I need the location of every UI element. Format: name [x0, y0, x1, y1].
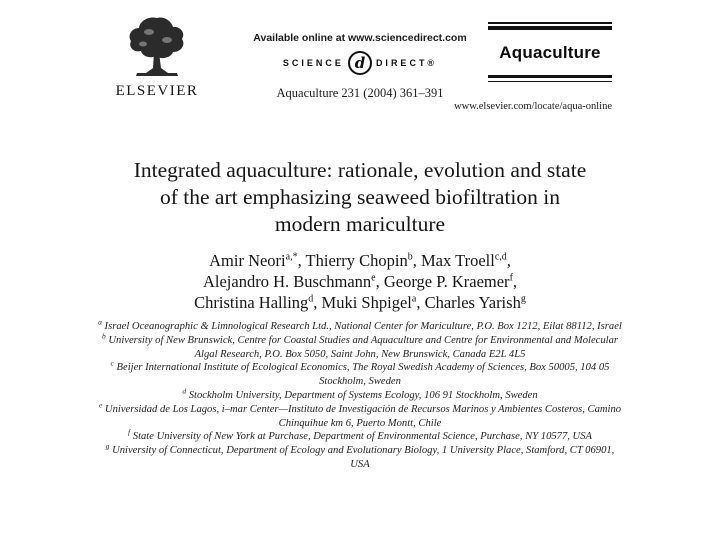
- author-affiliation-marker: c,d: [494, 251, 507, 263]
- author-name: Alejandro H. Buschmann: [202, 272, 372, 291]
- author-separator: ,: [512, 272, 518, 291]
- header-center: [238, 32, 482, 101]
- author-name: Thierry Chopin: [305, 251, 408, 270]
- title-line: modern mariculture: [274, 212, 446, 236]
- author-separator: ,: [416, 293, 425, 312]
- journal-masthead: [488, 22, 612, 82]
- journal-url: www.elsevier.com/locate/aqua-online: [454, 101, 612, 112]
- affiliation-marker: g: [105, 441, 110, 451]
- affiliation: $^c$ Beijer International Institute of Ecological Economics, The Royal Swedish Academy of Sciences, Box 50005, 104 05 Stockholm, Sweden: [110, 358, 610, 388]
- author-list: [85, 250, 635, 313]
- journal-citation: Aquaculture 231 (2004) 361–391: [276, 86, 444, 100]
- author-affiliation-marker: a,*: [285, 251, 298, 263]
- journal-name: Aquaculture: [499, 42, 601, 62]
- author-line: [85, 271, 635, 292]
- author-name: Christina Halling: [194, 293, 309, 312]
- affiliation-marker: a: [98, 317, 102, 327]
- publisher-block: [112, 16, 202, 100]
- author-name: Amir Neori: [209, 251, 286, 270]
- affiliation-marker: f: [128, 427, 131, 437]
- affiliation: $^e$ Universidad de Los Lagos, i–mar Center—Instituto de Investigación de Recursos Marinos y Ambientes Costeros, Camino Chinquihue km 6, Puerto Montt, Chile: [98, 400, 622, 429]
- author-separator: ,: [313, 293, 322, 312]
- masthead-rule-bottom-thin: [488, 81, 612, 83]
- affiliation-marker: c: [110, 358, 114, 368]
- author-affiliation-marker: d: [308, 293, 314, 305]
- affiliation: $^g$ University of Connecticut, Department of Ecology and Evolutionary Biology, 1 University Place, Stamford, CT 06901, USA: [105, 441, 615, 470]
- affiliation: $^a$ Israel Oceanographic & Limnological Research Ltd., National Center for Mariculture, P.O. Box 1212, Eilat 88112, Israel: [98, 317, 622, 332]
- author-separator: ,: [375, 272, 384, 291]
- affiliation-list: [98, 317, 622, 472]
- author-affiliation-marker: g: [520, 293, 526, 305]
- sciencedirect-at-icon: d: [348, 51, 372, 75]
- elsevier-tree-logo: [125, 16, 189, 82]
- article-title: [85, 157, 635, 238]
- author-affiliation-marker: b: [407, 251, 413, 263]
- affiliation: $^b$ University of New Brunswick, Centre for Coastal Studies and Aquaculture and Centre for Environmental and Molecular Algal Research, P.O. Box 5050, Saint John, New Brunswick, Canada E2L 4L5: [101, 331, 619, 360]
- title-line: Integrated aquaculture: rationale, evolution and state: [133, 158, 587, 182]
- author-affiliation-marker: f: [509, 272, 513, 284]
- author-name: Charles Yarish: [424, 293, 521, 312]
- author-separator: ,: [412, 251, 421, 270]
- sciencedirect-direct-label: DIRECT®: [375, 58, 438, 68]
- affiliation: $^f$ State University of New York at Purchase, Department of Environmental Science, Purchase, NY 10577, USA: [128, 427, 592, 443]
- available-online-text: Available online at www.sciencedirect.com: [253, 32, 467, 44]
- sciencedirect-science-label: SCIENCE: [282, 58, 344, 68]
- affiliation: $^d$ Stockholm University, Department of Systems Ecology, 106 91 Stockholm, Sweden: [182, 386, 538, 401]
- author-name: Muki Shpigel: [321, 293, 412, 312]
- author-name: George P. Kraemer: [383, 272, 510, 291]
- author-affiliation-marker: e: [371, 272, 376, 284]
- author-name: Max Troell: [421, 251, 495, 270]
- author-separator: ,: [506, 251, 511, 270]
- publisher-name: ELSEVIER: [115, 83, 199, 99]
- author-affiliation-marker: a: [411, 293, 417, 305]
- sciencedirect-logo: [238, 51, 482, 75]
- affiliation-marker: b: [101, 331, 106, 341]
- affiliation-marker: d: [182, 386, 187, 396]
- author-separator: ,: [297, 251, 306, 270]
- author-line: [85, 250, 635, 271]
- title-line: of the art emphasizing seaweed biofiltration in: [159, 185, 560, 209]
- author-line: [85, 292, 635, 313]
- affiliation-marker: e: [98, 400, 103, 410]
